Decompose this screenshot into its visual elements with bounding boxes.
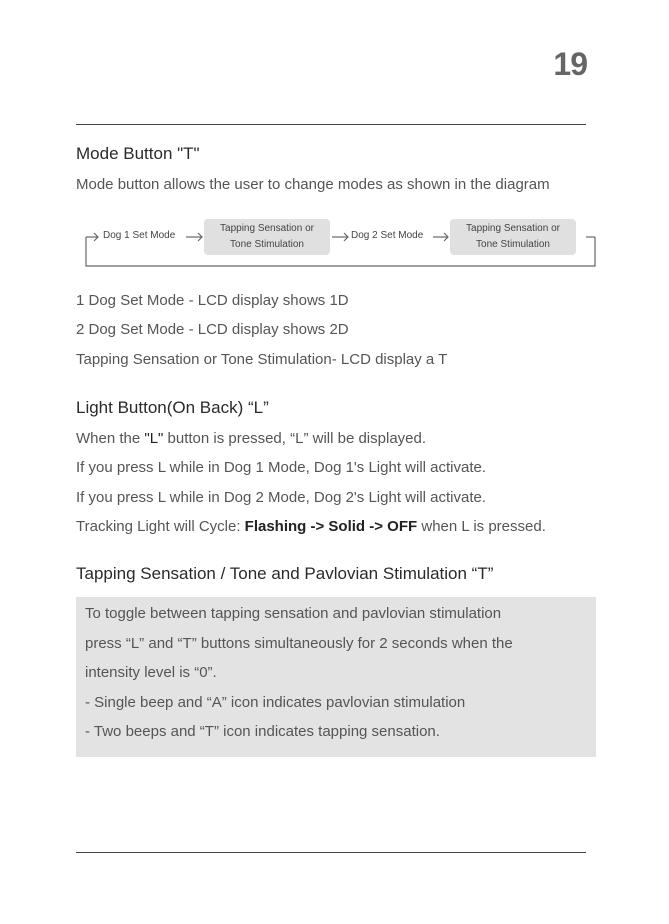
diagram-box-1-line1: Tapping Sensation or: [220, 223, 314, 234]
diagram-box-2: [450, 219, 576, 255]
tapping-line-5: - Two beeps and “T” icon indicates tapping sensation.: [85, 723, 440, 740]
mode-intro: Mode button allows the user to change modes as shown in the diagram: [76, 176, 550, 193]
mode-heading: Mode Button "T": [76, 144, 200, 163]
light-cycle-sequence: Flashing -> Solid -> OFF: [244, 518, 418, 535]
tapping-line-1: To toggle between tapping sensation and pavlovian stimulation: [85, 605, 502, 622]
light-line-3: If you press L while in Dog 2 Mode, Dog 2's Light will activate.: [76, 489, 487, 506]
tapping-note-box: [76, 597, 596, 757]
diagram-box-2-line2: Tone Stimulation: [476, 239, 550, 250]
tapping-line-4: - Single beep and “A” icon indicates pavlovian stimulation: [85, 694, 466, 711]
light-line-1: [76, 430, 426, 447]
light-line-1-pre: When the: [76, 430, 145, 447]
tapping-heading: Tapping Sensation / Tone and Pavlovian Stimulation “T”: [76, 564, 494, 583]
mode-diagram: [84, 217, 598, 269]
light-line-1-key: "L": [144, 430, 164, 447]
mode-line-3: Tapping Sensation or Tone Stimulation- LCD display a T: [76, 351, 448, 368]
tapping-line-3: intensity level is “0”.: [85, 664, 217, 681]
light-line-4-pre: Tracking Light will Cycle:: [76, 518, 245, 535]
mode-line-2: 2 Dog Set Mode - LCD display shows 2D: [76, 321, 349, 338]
diagram-step-dog1: Dog 1 Set Mode: [103, 230, 176, 241]
diagram-box-1-line2: Tone Stimulation: [230, 239, 304, 250]
light-heading: Light Button(On Back) “L”: [76, 398, 269, 417]
light-line-4-post: when L is pressed.: [417, 518, 546, 535]
top-rule: [76, 124, 586, 125]
light-line-4: [76, 518, 546, 535]
bottom-rule: [76, 852, 586, 853]
mode-line-1: 1 Dog Set Mode - LCD display shows 1D: [76, 292, 349, 309]
tapping-line-2: press “L” and “T” buttons simultaneously for 2 seconds when the: [85, 635, 513, 652]
diagram-box-1: [204, 219, 330, 255]
light-line-2: If you press L while in Dog 1 Mode, Dog 1's Light will activate.: [76, 459, 487, 476]
diagram-box-2-line1: Tapping Sensation or: [466, 223, 560, 234]
page-number: 19: [553, 46, 587, 82]
light-line-1-post: button is pressed, “L” will be displayed.: [163, 430, 427, 447]
diagram-step-dog2: Dog 2 Set Mode: [351, 230, 424, 241]
